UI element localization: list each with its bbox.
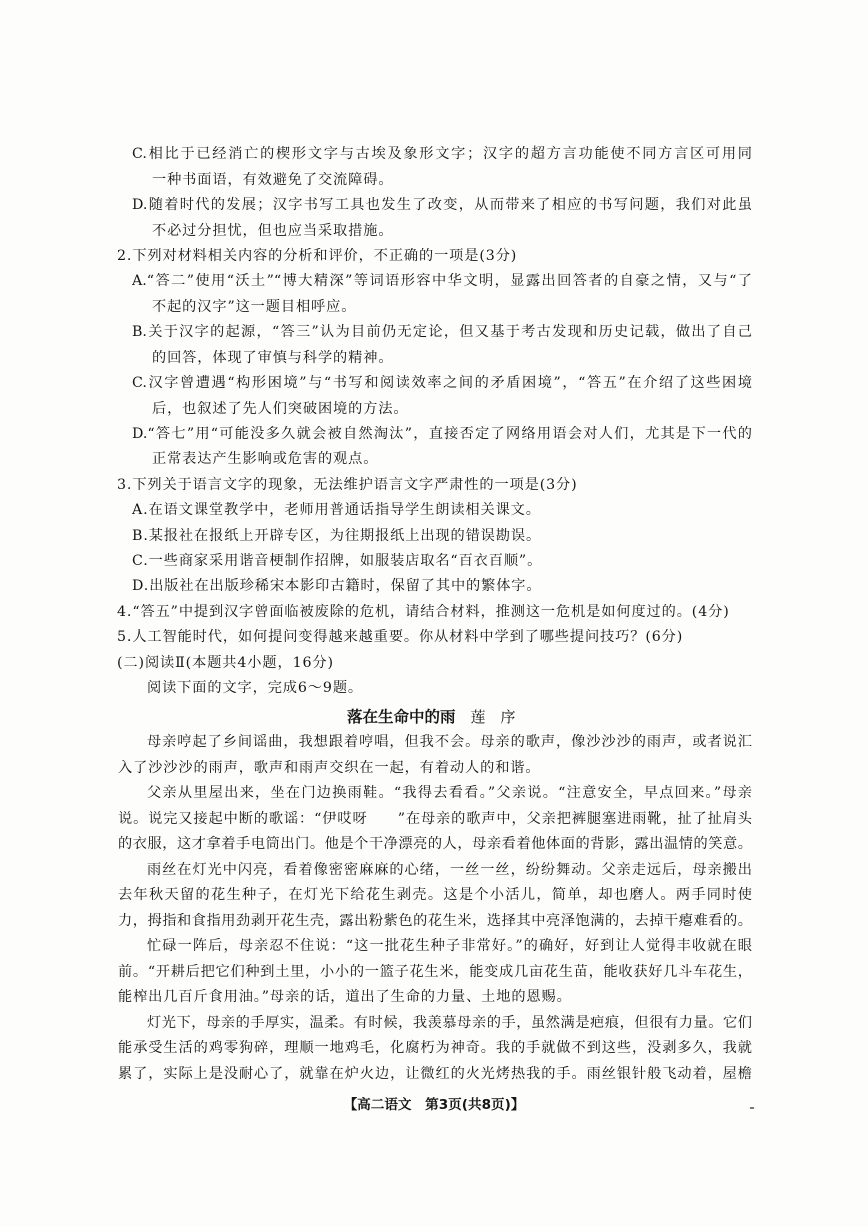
option-label: D. — [132, 197, 148, 214]
q1-option-d-continued: 不必过分担忧，但也应当采取措施。 — [152, 222, 394, 239]
paragraph-line: 前。“开耕后把它们种到土里，小小的一篮子花生米，能变成几亩花生苗，能收获好几斗车花生， — [118, 963, 752, 980]
option-label: C. — [132, 553, 149, 570]
q3-option-d — [132, 574, 752, 599]
option-text: 汉字曾遭遇“构形困境”与“书写和阅读效率之间的矛盾困境”，“答五”在介绍了这些困境 — [146, 375, 752, 392]
paragraph-line: 雨丝在灯光中闪亮，看着像密密麻麻的心绪，一丝一丝，纷纷舞动。父亲走远后，母亲搬出 — [147, 861, 752, 878]
q1-option-c — [132, 142, 752, 167]
q2-option-d-continued: 正常表达产生影响或危害的观点。 — [152, 451, 379, 468]
option-label: A. — [132, 502, 149, 519]
option-label: B. — [132, 324, 147, 341]
page-footer: 【高二语文 第3页(共8页)】 — [343, 1097, 525, 1113]
option-text: 在语文课堂教学中，老师用普通话指导学生朗读相关课文。 — [148, 502, 541, 519]
q2-option-a-continued: 不起的汉字”这一题目相呼应。 — [152, 298, 357, 315]
q1-option-d — [132, 193, 752, 218]
article-title: 落在生命中的雨 — [347, 708, 456, 726]
paragraph-line: 能承受生活的鸡零狗碎，理顺一地鸡毛，化腐朽为神奇。我的手就做不到这些，没剥多久，我就 — [118, 1040, 752, 1057]
scan-speck — [750, 1107, 754, 1109]
question-5-stem: 5.人工智能时代，如何提问变得越来越重要。你从材料中学到了哪些提问技巧？(6分) — [117, 629, 684, 646]
q2-option-b-continued: 的回答，体现了审慎与科学的精神。 — [152, 349, 394, 366]
article-body — [0, 730, 868, 1087]
option-text: 随着时代的发展；汉字书写工具也发生了改变，从而带来了相应的书写问题，我们对此虽 — [147, 197, 752, 214]
q2-option-c — [132, 371, 752, 396]
reading-instruction: 阅读下面的文字，完成6～9题。 — [147, 680, 363, 697]
paragraph-line: 父亲从里屋出来，坐在门边换雨鞋。“我得去看看。”父亲说。“注意安全，早点回来。”母亲 — [147, 785, 752, 802]
article-author: 莲 序 — [470, 708, 516, 726]
q2-option-c-continued: 后，也叙述了先人们突破困境的方法。 — [152, 400, 409, 417]
q3-option-c — [132, 549, 752, 574]
question-2-stem: 2.下列对材料相关内容的分析和评价，不正确的一项是(3分) — [117, 247, 518, 264]
option-text: 出版社在出版珍稀宋本影印古籍时，保留了其中的繁体字。 — [149, 578, 542, 595]
paragraph-line: 力，拇指和食指用劲剥开花生壳，露出粉紫色的花生米，选择其中亮泽饱满的，去掉干瘪难看的。 — [118, 912, 752, 929]
paragraph-line: 的衣服，这才拿着手电筒出门。他是个干净漂亮的人，母亲看着他体面的背影，露出温情的笑意。 — [118, 836, 752, 853]
option-label: A. — [132, 273, 147, 290]
option-text: “答二”使用“沃土”“博大精深”等词语形容中华文明，显露出回答者的自豪之情，又与“了 — [146, 273, 752, 290]
option-label: D. — [132, 578, 150, 595]
option-label: B. — [132, 527, 149, 544]
option-label: C. — [132, 146, 147, 163]
paragraph-line: 入了沙沙沙的雨声，歌声和雨声交织在一起，有着动人的和谐。 — [118, 759, 541, 776]
paragraph-line: 能榨出几百斤食用油。”母亲的话，道出了生命的力量、土地的恩赐。 — [118, 989, 572, 1006]
paragraph-line: 忙碌一阵后，母亲忍不住说：“这一批花生种子非常好。”的确好，好到让人觉得丰收就在眼 — [147, 938, 752, 955]
option-label: D. — [132, 425, 148, 442]
q3-option-b — [132, 524, 752, 549]
q2-option-d — [132, 422, 752, 447]
q2-option-b — [132, 320, 752, 345]
option-text: 相比于已经消亡的楔形文字与古埃及象形文字；汉字的超方言功能使不同方言区可用同 — [146, 146, 752, 163]
paragraph-line: 累了，实际上是没耐心了，就靠在炉火边，让微红的火光烤热我的手。雨丝银针般飞动着，屋檐 — [118, 1065, 752, 1082]
option-label: C. — [132, 375, 147, 392]
question-4-stem: 4.“答五”中提到汉字曾面临被废除的危机，请结合材料，推测这一危机是如何度过的。(4分) — [117, 603, 730, 620]
q3-option-a — [132, 498, 752, 523]
question-3-stem: 3.下列关于语言文字的现象，无法维护语言文字严肃性的一项是(3分) — [117, 476, 578, 493]
option-text: 关于汉字的起源，“答三”认为目前仍无定论，但又基于考古发现和历史记载，做出了自己 — [146, 324, 752, 341]
q1-option-c-continued: 一种书面语，有效避免了交流障碍。 — [152, 171, 394, 188]
paragraph-line: 灯光下，母亲的手厚实，温柔。有时候，我羡慕母亲的手，虽然满是疤痕，但很有力量。它们 — [147, 1014, 752, 1031]
questions-section — [0, 142, 868, 701]
paragraph-line: 去年秋天留的花生种子，在灯光下给花生剥壳。这是个小活儿，简单，却也磨人。两手同时使 — [118, 887, 752, 904]
paragraph-line: 母亲哼起了乡间谣曲，我想跟着哼唱，但我不会。母亲的歌声，像沙沙沙的雨声，或者说汇 — [147, 734, 752, 751]
paragraph-line: 说。说完又接起中断的歌谣：“伊哎呀 ”在母亲的歌声中，父亲把裤腿塞进雨靴，扯了扯肩头 — [118, 810, 752, 827]
q2-option-a — [132, 269, 752, 294]
option-text: 一些商家采用谐音梗制作招牌，如服装店取名“百衣百顺”。 — [148, 553, 543, 570]
option-text: “答七”用“可能没多久就会被自然淘汰”，直接否定了网络用语会对人们，尤其是下一代的 — [147, 425, 752, 442]
section-heading: (二)阅读Ⅱ(本题共4小题，16分) — [117, 654, 334, 671]
option-text: 某报社在报纸上开辟专区，为往期报纸上出现的错误勘误。 — [148, 527, 542, 544]
article-header — [347, 704, 607, 730]
